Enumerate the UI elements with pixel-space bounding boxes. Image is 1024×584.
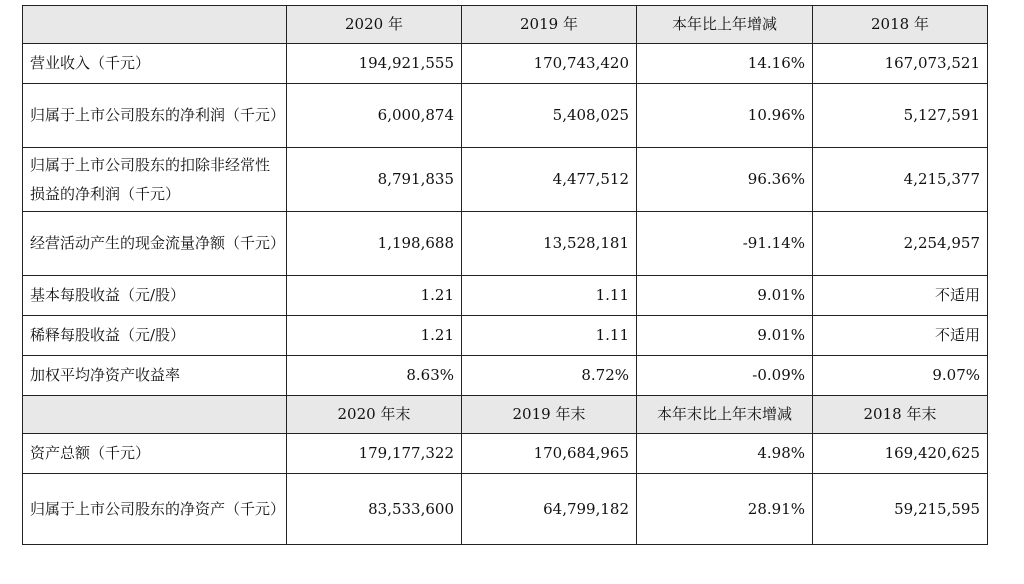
value-2020: 1.21	[287, 316, 462, 356]
value-2018: 5,127,591	[813, 84, 988, 148]
value-2020: 1,198,688	[287, 212, 462, 276]
header-cell-change-end: 本年末比上年末增减	[637, 396, 813, 434]
value-2019: 1.11	[462, 316, 637, 356]
header-cell-2019: 2019 年	[462, 6, 637, 44]
table-row	[23, 316, 988, 356]
value-change: 96.36%	[637, 148, 813, 212]
table-row	[23, 84, 988, 148]
value-2019: 4,477,512	[462, 148, 637, 212]
row-label: 归属于上市公司股东的扣除非经常性损益的净利润（千元）	[23, 148, 287, 212]
value-change: 9.01%	[637, 276, 813, 316]
table-row	[23, 474, 988, 545]
header-cell-2020: 2020 年	[287, 6, 462, 44]
header-cell-blank	[23, 6, 287, 44]
value-2020: 8,791,835	[287, 148, 462, 212]
value-2020: 1.21	[287, 276, 462, 316]
value-2019: 170,743,420	[462, 44, 637, 84]
row-label: 归属于上市公司股东的净资产（千元）	[23, 474, 287, 545]
value-change: 10.96%	[637, 84, 813, 148]
header-cell-2018-end: 2018 年末	[813, 396, 988, 434]
header-cell-2020-end: 2020 年末	[287, 396, 462, 434]
header-cell-2018: 2018 年	[813, 6, 988, 44]
row-label: 加权平均净资产收益率	[23, 356, 287, 396]
header-cell-2019-end: 2019 年末	[462, 396, 637, 434]
value-2020: 194,921,555	[287, 44, 462, 84]
row-label: 归属于上市公司股东的净利润（千元）	[23, 84, 287, 148]
value-2018: 169,420,625	[813, 434, 988, 474]
table-row	[23, 44, 988, 84]
value-2020: 6,000,874	[287, 84, 462, 148]
value-2018: 167,073,521	[813, 44, 988, 84]
value-2018: 2,254,957	[813, 212, 988, 276]
value-2019: 8.72%	[462, 356, 637, 396]
table-row	[23, 356, 988, 396]
header-cell-change: 本年比上年增减	[637, 6, 813, 44]
value-2018: 59,215,595	[813, 474, 988, 545]
header-row-annual	[23, 6, 988, 44]
header-cell-blank	[23, 396, 287, 434]
value-2019: 64,799,182	[462, 474, 637, 545]
value-2020: 8.63%	[287, 356, 462, 396]
value-2018: 不适用	[813, 276, 988, 316]
value-2020: 179,177,322	[287, 434, 462, 474]
value-2018: 4,215,377	[813, 148, 988, 212]
row-label: 经营活动产生的现金流量净额（千元）	[23, 212, 287, 276]
value-2019: 170,684,965	[462, 434, 637, 474]
row-label: 营业收入（千元）	[23, 44, 287, 84]
value-2018: 不适用	[813, 316, 988, 356]
value-change: 4.98%	[637, 434, 813, 474]
value-2018: 9.07%	[813, 356, 988, 396]
value-change: -91.14%	[637, 212, 813, 276]
value-2019: 5,408,025	[462, 84, 637, 148]
value-2020: 83,533,600	[287, 474, 462, 545]
financial-summary-table	[22, 5, 988, 545]
row-label: 稀释每股收益（元/股）	[23, 316, 287, 356]
value-change: 9.01%	[637, 316, 813, 356]
table-row	[23, 212, 988, 276]
value-2019: 1.11	[462, 276, 637, 316]
value-2019: 13,528,181	[462, 212, 637, 276]
row-label: 资产总额（千元）	[23, 434, 287, 474]
table-row	[23, 434, 988, 474]
value-change: -0.09%	[637, 356, 813, 396]
header-row-year-end	[23, 396, 988, 434]
table-row	[23, 148, 988, 212]
row-label: 基本每股收益（元/股）	[23, 276, 287, 316]
value-change: 28.91%	[637, 474, 813, 545]
table-row	[23, 276, 988, 316]
value-change: 14.16%	[637, 44, 813, 84]
